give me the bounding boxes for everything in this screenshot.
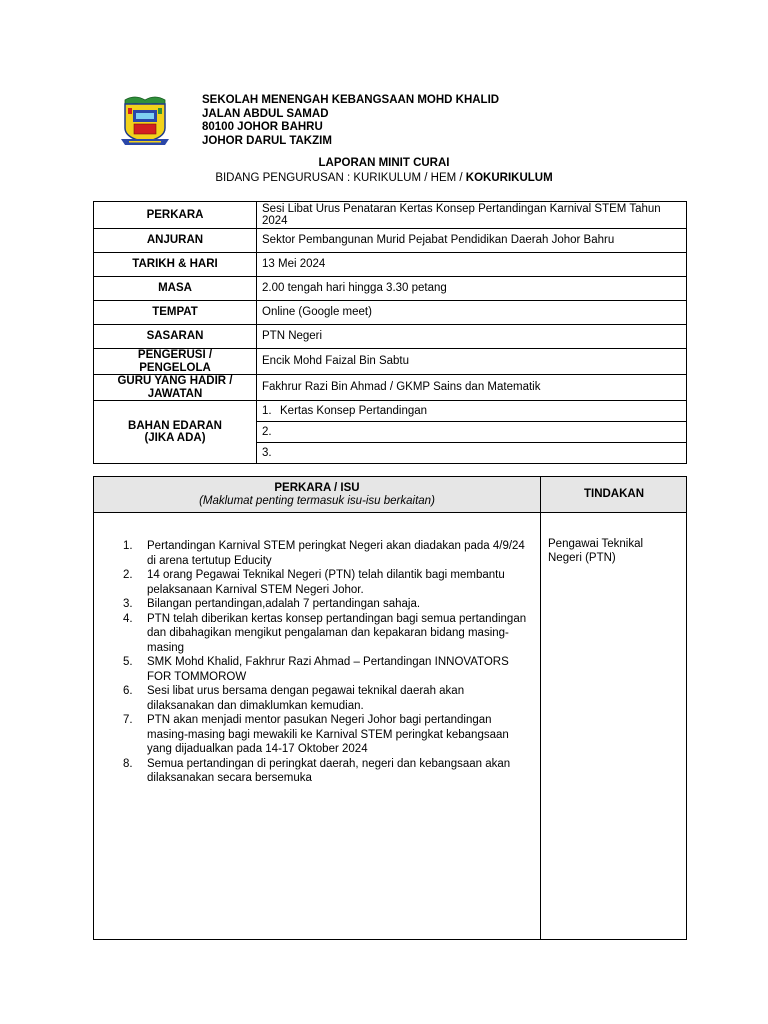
info-value: Sektor Pembangunan Murid Pejabat Pendidikan Daerah Johor Bahru (257, 229, 687, 253)
info-label: TEMPAT (94, 301, 257, 325)
isu-column-divider (540, 477, 541, 939)
info-row-sasaran (94, 325, 687, 349)
list-item-text: Semua pertandingan di peringkat daerah, negeri dan kebangsaan akan dilaksanakan secara bersemuka (147, 757, 511, 784)
list-item-number: 8. (123, 757, 133, 770)
school-logo (119, 92, 171, 150)
info-row-guru (94, 375, 687, 401)
report-subtitle-prefix: BIDANG PENGURUSAN : KURIKULUM / HEM / (215, 172, 466, 184)
info-label (94, 375, 257, 401)
list-item-number: 3. (123, 598, 133, 610)
list-item-number: 6. (123, 685, 133, 697)
isu-list (94, 539, 540, 786)
info-row-pengerusi (94, 349, 687, 375)
bahan-item-number: 3. (262, 446, 272, 459)
info-label: MASA (94, 277, 257, 301)
list-item (94, 757, 540, 786)
info-label-line-2: (JIKA ADA) (144, 432, 206, 444)
info-row-bahan (94, 401, 687, 422)
info-label-line-1: BAHAN EDARAN (128, 419, 222, 432)
bahan-item (257, 443, 687, 464)
info-label (94, 349, 257, 375)
list-item-text: Pertandingan Karnival STEM peringkat Negeri akan diadakan pada 4/9/24 di arena tertutup Educity (147, 540, 525, 567)
list-item (94, 539, 540, 568)
list-item-text: Bilangan pertandingan,adalah 7 pertandingan sahaja. (147, 598, 421, 610)
list-item (94, 568, 540, 597)
info-value: Fakhrur Razi Bin Ahmad / GKMP Sains dan Matematik (257, 375, 687, 401)
list-item-number: 1. (123, 540, 133, 552)
list-item-text: PTN akan menjadi mentor pasukan Negeri Johor bagi pertandingan masing-masing bagi mewakili ke Karnival STEM peringkat kebangsaan yang dijadualkan pada 14-17 Oktober 2024 (147, 714, 509, 755)
info-value: Online (Google meet) (257, 301, 687, 325)
report-subtitle (0, 172, 768, 184)
list-item-text: 14 orang Pegawai Teknikal Negeri (PTN) telah dilantik bagi membantu pelaksanaan Karnival STEM Negeri Johor. (147, 569, 505, 596)
list-item-number: 7. (123, 714, 133, 726)
info-label: SASARAN (94, 325, 257, 349)
isu-header-subtitle: (Maklumat penting termasuk isu-isu berkaitan) (199, 495, 435, 507)
info-label: PERKARA (94, 202, 257, 229)
bahan-item (257, 401, 687, 422)
info-row-tempat (94, 301, 687, 325)
info-row-tarikh (94, 253, 687, 277)
list-item (94, 597, 540, 612)
school-address-line-1: JALAN ABDUL SAMAD (202, 107, 329, 120)
school-address-line-2: 80100 JOHOR BAHRU (202, 121, 323, 133)
list-item (94, 655, 540, 684)
tindakan-text: Pengawai Teknikal Negeri (PTN) (548, 538, 644, 564)
info-label (94, 401, 257, 464)
info-label: TARIKH & HARI (94, 253, 257, 277)
info-value: Encik Mohd Faizal Bin Sabtu (257, 349, 687, 375)
list-item-text: Sesi libat urus bersama dengan pegawai teknikal daerah akan dilaksanakan dan dimaklumkan kemudian. (147, 685, 465, 712)
list-item-number: 4. (123, 612, 133, 625)
info-label: ANJURAN (94, 229, 257, 253)
info-row-masa (94, 277, 687, 301)
info-label-line-1: GURU YANG HADIR / (117, 375, 233, 387)
bahan-item-text: Kertas Konsep Pertandingan (280, 404, 428, 417)
list-item-text: PTN telah diberikan kertas konsep pertandingan bagi semua pertandingan dan dibahagikan mengikut pengalaman dan kepakaran bidang masing-masing (147, 612, 527, 654)
list-item (94, 612, 540, 656)
info-value: 2.00 tengah hari hingga 3.30 petang (257, 277, 687, 301)
school-header (202, 94, 499, 148)
list-item (94, 684, 540, 713)
info-row-anjuran (94, 229, 687, 253)
bahan-item-number: 1. (262, 404, 272, 417)
isu-header-tindakan: TINDAKAN (583, 488, 645, 500)
bahan-item (257, 422, 687, 443)
list-item-number: 5. (123, 656, 133, 668)
info-value: Sesi Libat Urus Penataran Kertas Konsep Pertandingan Karnival STEM Tahun 2024 (257, 202, 687, 229)
bahan-item-number: 2. (262, 425, 272, 438)
info-table (93, 201, 687, 464)
info-value: 13 Mei 2024 (257, 253, 687, 277)
isu-table (93, 476, 687, 940)
report-subtitle-bold: KOKURIKULUM (465, 172, 553, 184)
info-label-line-2: JAWATAN (147, 387, 203, 400)
list-item-text: SMK Mohd Khalid, Fakhrur Razi Ahmad – Pertandingan INNOVATORS FOR TOMMOROW (147, 656, 509, 683)
list-item-number: 2. (123, 569, 133, 581)
info-label-line-2: PENGELOLA (139, 361, 211, 374)
info-row-perkara (94, 202, 687, 229)
school-address-line-3: JOHOR DARUL TAKZIM (202, 134, 332, 147)
info-label-line-1: PENGERUSI / (137, 349, 213, 361)
school-name: SEKOLAH MENENGAH KEBANGSAAN MOHD KHALID (202, 94, 500, 106)
report-title: LAPORAN MINIT CURAI (318, 157, 450, 169)
isu-header-title: PERKARA / ISU (274, 482, 360, 494)
info-value: PTN Negeri (257, 325, 687, 349)
list-item (94, 713, 540, 757)
isu-header-perkara (94, 482, 540, 508)
